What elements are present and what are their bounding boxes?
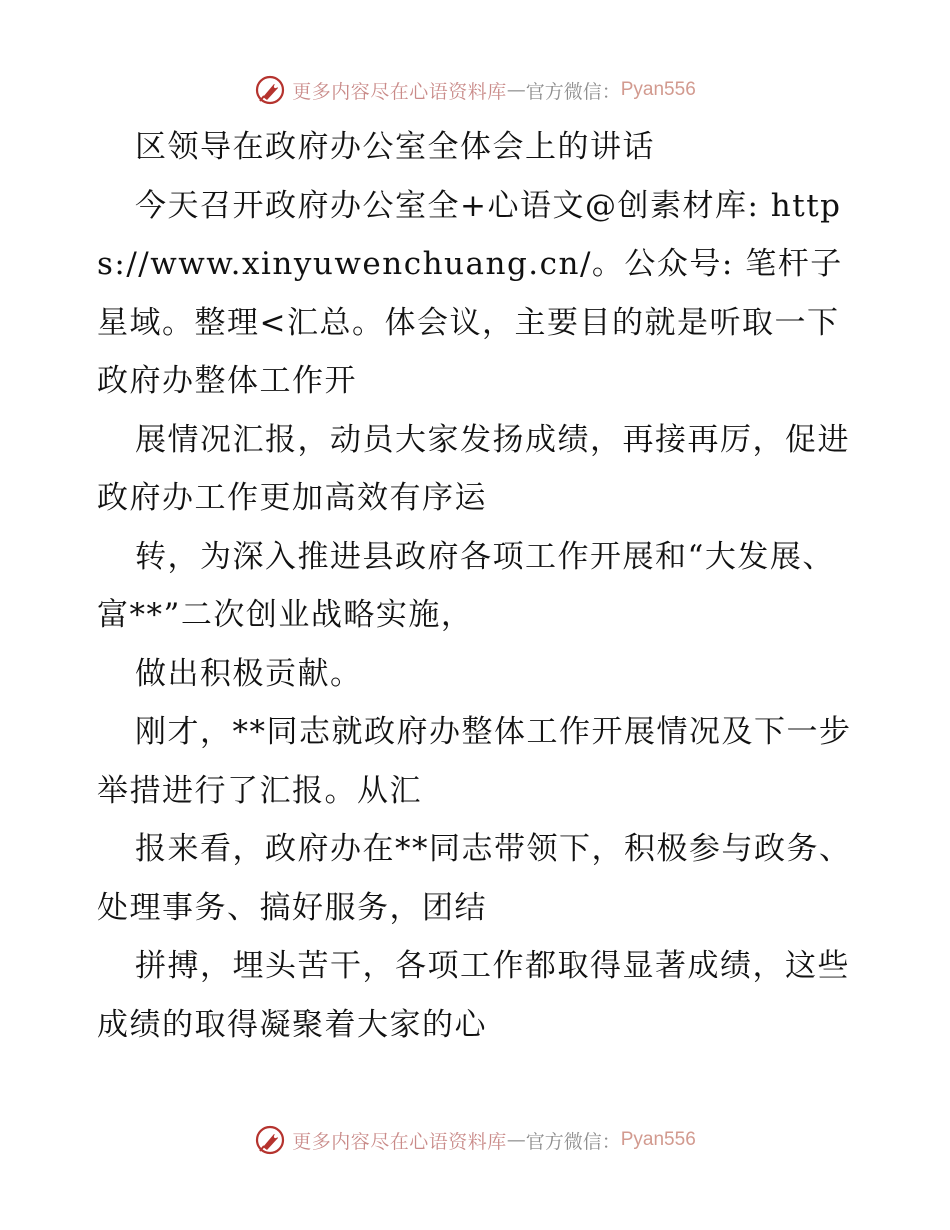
paragraph: 报来看，政府办在**同志带领下，积极参与政务、处理事务、搞好服务，团结 bbox=[97, 831, 852, 926]
pen-nib-logo-icon bbox=[254, 74, 286, 106]
paragraph: 刚才，**同志就政府办整体工作开展情况及下一步举措进行了汇报。从汇 bbox=[97, 714, 852, 809]
paragraph: 拼搏，埋头苦干，各项工作都取得显著成绩，这些成绩的取得凝聚着大家的心 bbox=[97, 948, 850, 1043]
banner-wechat-id: Pyan556 bbox=[620, 1129, 696, 1150]
banner-separator: — bbox=[506, 79, 526, 101]
paragraph: 转，为深入推进县政府各项工作开展和“大发展、富**”二次创业战略实施， bbox=[97, 538, 835, 633]
banner-wechat-label: 官方微信： bbox=[525, 80, 621, 103]
document-body bbox=[97, 118, 857, 1054]
header-banner bbox=[0, 70, 950, 110]
paragraph: 今天召开政府办公室全+心语文@创素材库: https://www.xinyuwenchuang.cn/。公众号: 笔杆子星域。整理<汇总。体会议，主要目的就是听取一下政府办整体工作开 bbox=[97, 187, 843, 399]
banner-wechat-id: Pyan556 bbox=[620, 79, 696, 100]
document-title: 区领导在政府办公室全体会上的讲话 bbox=[135, 129, 655, 165]
pen-nib-logo-icon bbox=[254, 1124, 286, 1156]
paragraph: 做出积极贡献。 bbox=[135, 655, 363, 692]
footer-banner bbox=[0, 1120, 950, 1160]
banner-wechat-label: 官方微信： bbox=[525, 1130, 621, 1153]
paragraph: 展情况汇报，动员大家发扬成绩，再接再厉，促进政府办工作更加高效有序运 bbox=[97, 421, 850, 516]
banner-promo-text: 更多内容尽在心语资料库 bbox=[292, 80, 507, 103]
banner-promo-text: 更多内容尽在心语资料库 bbox=[292, 1130, 507, 1153]
banner-separator: — bbox=[506, 1129, 526, 1151]
